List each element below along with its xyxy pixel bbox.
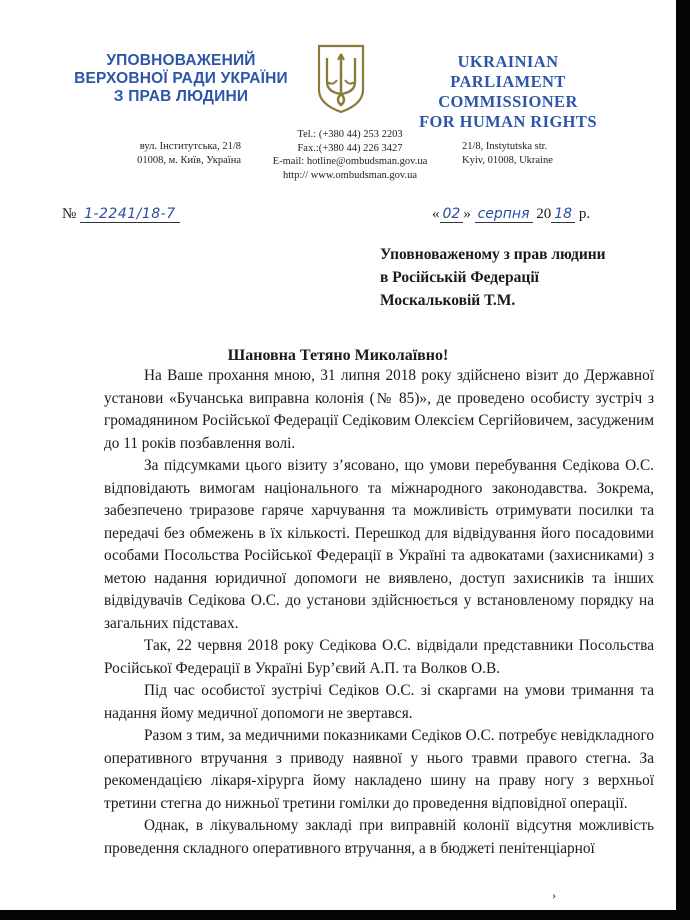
date-quote-close: » — [463, 206, 471, 222]
date-quote-open: « — [432, 206, 440, 222]
letter-body — [104, 365, 654, 860]
paragraph: Під час особистої зустрічі Седіков О.С. зі скаргами на умови тримання та надання йому медичної допомоги не звертався. — [104, 682, 654, 722]
contact-info — [250, 128, 450, 182]
trident-coat-of-arms-icon — [315, 42, 367, 114]
number-prefix: № — [62, 206, 77, 222]
paragraph: На Ваше прохання мною, 31 липня 2018 року здійснено візит до Державної установи «Бучанська виправна колонія (№ 85)», де проведено особисту зустріч з громадянином Російської Федерації Седіковим Олексієм Сергійовичем, засудженим до 11 років позбавлення волі. — [104, 367, 654, 452]
email-line: E-mail: hotline@ombudsman.gov.ua — [272, 156, 428, 167]
header-en-line: PARLIAMENT COMMISSIONER — [438, 72, 578, 111]
address-line: 21/8, Instytutska str. — [462, 141, 548, 152]
greeting: Шановна Тетяно Миколаївно! — [227, 347, 449, 364]
address-line: 01008, м. Київ, Україна — [137, 154, 241, 166]
header-ukrainian — [66, 52, 296, 106]
address-line: вул. Інститутська, 21/8 — [139, 141, 241, 152]
reference-number — [62, 206, 180, 223]
date-suffix: р. — [578, 206, 591, 222]
header-en-line: UKRAINIAN — [457, 52, 559, 71]
header-uk-line: З ПРАВ ЛЮДИНИ — [113, 88, 249, 105]
scan-edge-right — [676, 0, 690, 920]
header-english — [388, 52, 628, 132]
number-handwritten: 1-2241/18-7 — [80, 206, 180, 223]
phone-line: Tel.: (+380 44) 253 2203 — [297, 129, 403, 140]
addressee-line: в Російській Федерації — [380, 269, 539, 286]
fax-line: Fax.:(+380 44) 226 3427 — [297, 142, 403, 154]
header-en-line: FOR HUMAN RIGHTS — [419, 112, 597, 131]
date-month: серпня — [475, 206, 533, 223]
header-uk-line: УПОВНОВАЖЕНИЙ — [106, 52, 256, 69]
address-line: Kyiv, 01008, Ukraine — [462, 154, 553, 166]
addressee-line: Уповноваженому з прав людини — [380, 246, 606, 263]
date-year-suffix: 18 — [551, 206, 575, 223]
addressee-line: Москальковій Т.М. — [380, 292, 516, 309]
website-line: http:// www.ombudsman.gov.ua — [283, 169, 417, 181]
page-continuation-mark: › — [552, 888, 556, 902]
paragraph: Однак, в лікувальному закладі при виправній колонії відсутня можливість проведення складного оперативного втручання, а в бюджеті пенітенціарної — [104, 817, 654, 857]
scan-edge-bottom — [0, 910, 690, 920]
header-uk-line: ВЕРХОВНОЇ РАДИ УКРАЇНИ — [74, 70, 288, 87]
address-english — [462, 140, 622, 167]
addressee-block — [380, 243, 670, 312]
paragraph: За підсумками цього візиту з’ясовано, що умови перебування Седікова О.С. відповідають вимогам національного та міжнародного законодавства. Зокрема, забезпечено триразове гаряче харчування та можливість отримувати посилки та передачі без обмежень в їх кількості. Перешкод для відвідування його посадовими особами Посольства Російської Федерації в Україні та адвокатами (захисниками) з метою надання юридичної допомоги не виявлено, доступ захисників та інших відвідувачів Седікова О.С. до установи здійснюється у встановленому порядку на загальних підставах. — [104, 457, 654, 632]
reference-date — [432, 206, 590, 223]
paragraph: Разом з тим, за медичними показниками Седіков О.С. потребує невідкладного оперативного втручання з приводу наявної у нього травми правого стегна. За рекомендацією лікаря-хірурга йому накладено шину на праву ногу з верхньої третини стегна до нижньої третини гомілки до проведення відповідної операції. — [104, 727, 654, 812]
address-ukrainian — [118, 140, 241, 167]
date-year-prefix: 20 — [536, 206, 552, 222]
paragraph: Так, 22 червня 2018 року Седікова О.С. відвідали представники Посольства Російської Федерації в Україні Бур’євий А.П. та Волков О.В. — [104, 637, 654, 677]
date-day: 02 — [440, 206, 464, 223]
